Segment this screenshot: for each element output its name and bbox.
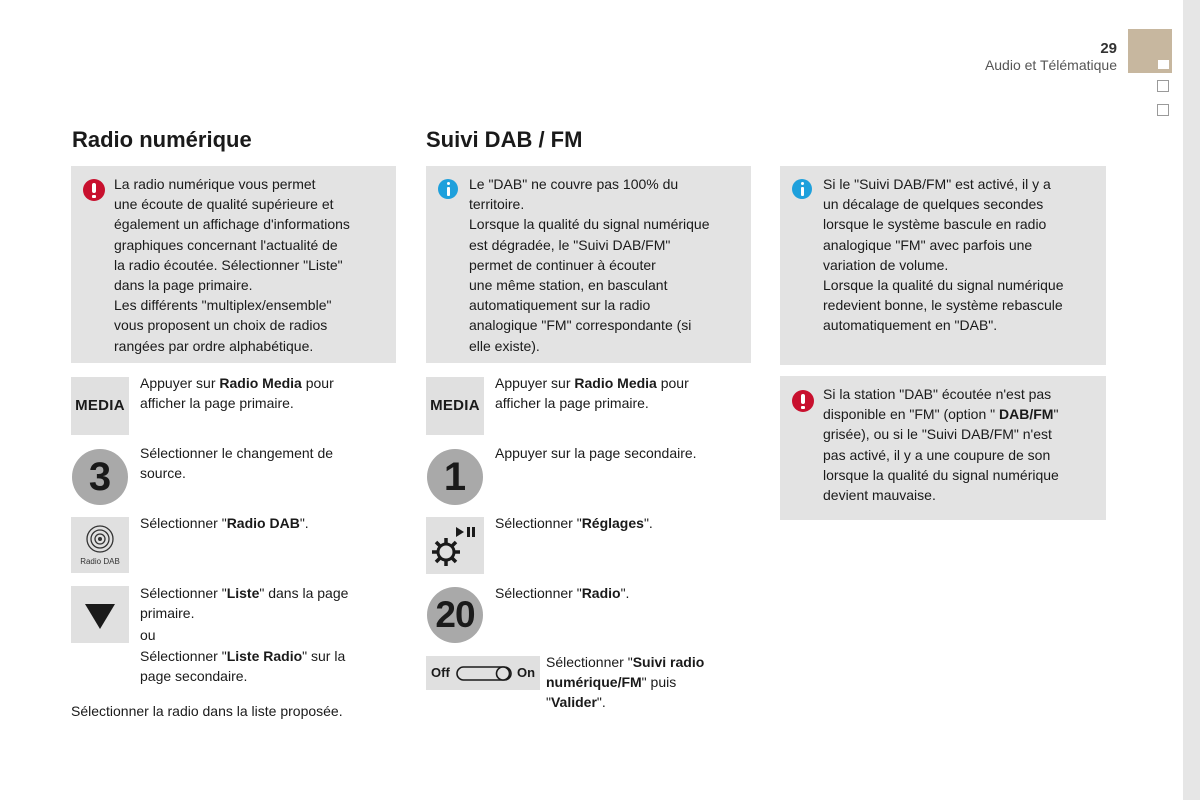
info-note [426, 166, 751, 363]
warning-icon [792, 390, 814, 412]
number-1-icon: 1 [427, 449, 483, 505]
step-text: Sélectionner le changement de source. [140, 445, 334, 482]
section-title: Audio et Télématique [984, 57, 1117, 73]
info-icon [438, 179, 458, 199]
section-heading-radio-numerique: Radio numérique [72, 127, 252, 152]
step-text: Appuyer sur la page secondaire. [495, 445, 697, 461]
warning-icon [83, 179, 105, 201]
final-instruction: Sélectionner la radio dans la liste proposée. [71, 703, 343, 719]
info-icon [792, 179, 812, 199]
number-3-icon: 3 [72, 449, 128, 505]
warning-note-text: La radio numérique vous permet une écoute de qualité supérieure et également un affichage d'informations graphiques concernant l'actualité de la radio écoutée. Sélectionner "Liste" dans la page primaire. Les différents "multiplex/ensemble" vous proposent un choix de radios rangées par ordre alphabétique. [114, 176, 350, 354]
scrollbar[interactable] [1183, 0, 1200, 800]
chapter-tab-marker [1158, 60, 1169, 69]
step-text: Sélectionner "Réglages". [495, 515, 653, 531]
page-number: 29 [1100, 40, 1117, 57]
warning-note [780, 376, 1106, 520]
step-text: Appuyer sur Radio Media pour afficher la page primaire. [495, 375, 689, 412]
info-note [780, 166, 1106, 365]
step-text: Sélectionner "Radio DAB". [140, 515, 309, 531]
number-20-icon: 20 [427, 587, 483, 643]
warning-note-text: Si la station "DAB" écoutée n'est pas disponible en "FM" (option " DAB/FM" grisée), ou si le "Suivi DAB/FM" n'est pas activé, il y a une coupure de son lorsque la qualité du signal numérique devient mauvaise. [823, 386, 1059, 504]
chapter-tab-square [1157, 104, 1169, 116]
settings-play-icon [426, 517, 484, 574]
step-text: Sélectionner "Suivi radio numérique/FM" puis "Valider". [546, 654, 705, 711]
media-button-icon: MEDIA [426, 377, 484, 435]
step-text: Appuyer sur Radio Media pour afficher la page primaire. [140, 375, 334, 412]
chapter-tab-square [1157, 80, 1169, 92]
warning-note [71, 166, 396, 363]
step-text: Sélectionner "Radio". [495, 585, 630, 601]
step-text: Sélectionner "Liste" dans la page primaire. ou Sélectionner "Liste Radio" sur la page secondaire. [140, 585, 349, 684]
info-note-text: Le "DAB" ne couvre pas 100% du territoire. Lorsque la qualité du signal numérique est dégradée, le "Suivi DAB/FM" permet de continuer à écouter une même station, en basculant automatiquement sur la radio analogique "FM" correspondante (si elle existe). [469, 176, 710, 354]
off-on-toggle-icon: Off On [426, 656, 540, 690]
section-heading-suivi-dab-fm: Suivi DAB / FM [426, 127, 583, 152]
triangle-down-icon [71, 586, 129, 643]
info-note-text: Si le "Suivi DAB/FM" est activé, il y a un décalage de quelques secondes lorsque le système bascule en radio analogique "FM" avec parfois une variation de volume. Lorsque la qualité du signal numérique redevient bonne, le système rebascule automatiquement en "DAB". [823, 176, 1064, 334]
radio-dab-icon: Radio DAB [71, 517, 129, 573]
media-button-icon: MEDIA [71, 377, 129, 435]
